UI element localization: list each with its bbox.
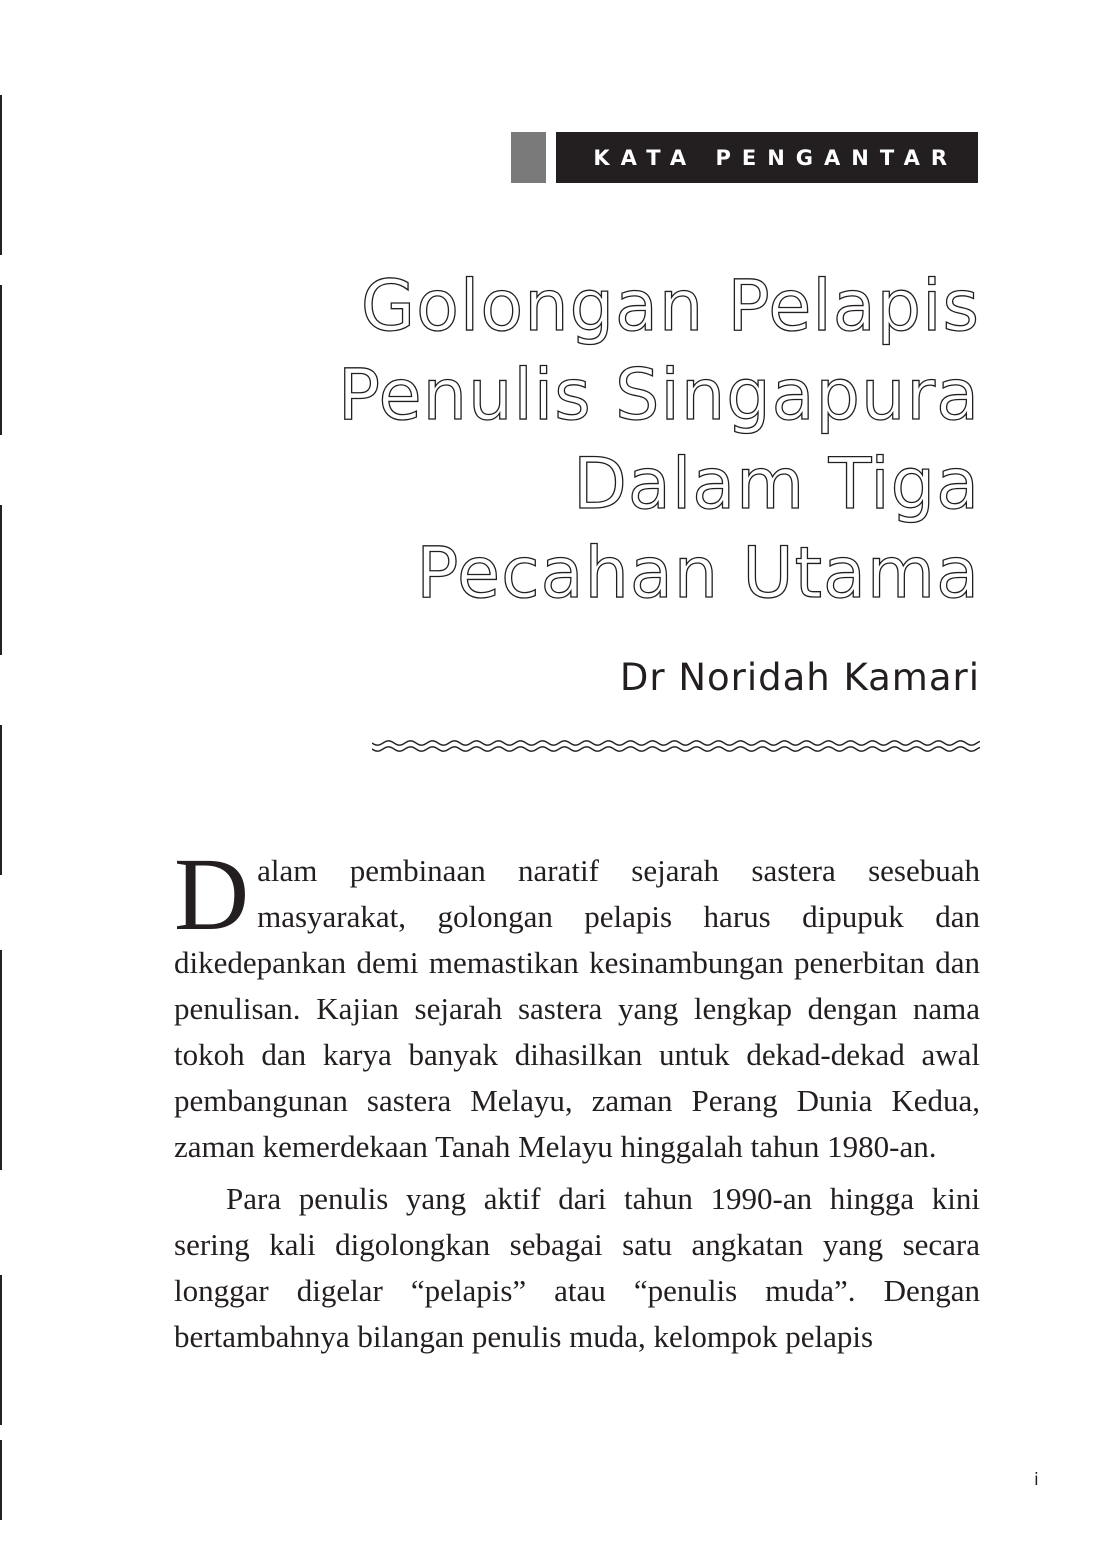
title-line: Pecahan Utama [416,532,980,614]
wave-divider [372,738,980,754]
crop-marks [0,0,4,1542]
drop-cap: D [174,837,250,952]
crop-mark [0,1275,2,1425]
crop-mark [0,95,2,255]
title-line: Golongan Pelapis [360,265,980,347]
body-text [174,837,980,1366]
author-name: Dr Noridah Kamari [619,656,980,699]
crop-mark [0,505,2,655]
crop-mark [0,725,2,875]
chapter-title [280,262,980,618]
section-header [511,132,978,183]
page-number: i [1034,1470,1039,1490]
section-label: KATA PENGANTAR [593,145,958,170]
crop-mark [0,1440,2,1520]
paragraph [174,837,980,1170]
title-line: Penulis Singapura [337,354,980,436]
paragraph-text: alam pembinaan naratif sejarah sastera sesebuah masyarakat, golongan pelapis harus dipupuk dan dikedepankan demi memastikan kesinambungan penerbitan dan penulisan. Kajian sejarah sastera yang lengkap dengan nama tokoh dan karya banyak dihasilkan untuk dekad-dekad awal pembangunan sastera Melayu, zaman Perang Dunia Kedua, zaman kemerdekaan Tanah Melayu hinggalah tahun 1980-an. [174,853,980,1164]
section-label-box [556,132,978,183]
title-line: Dalam Tiga [573,443,980,525]
crop-mark [0,950,2,1170]
section-accent-block [511,132,546,183]
paragraph: Para penulis yang aktif dari tahun 1990-an hingga kini sering kali digolongkan sebagai satu angkatan yang secara longgar digelar “pelapis” atau “penulis muda”. Dengan bertambahnya bilangan penulis muda, kelompok pelapis [174,1181,980,1354]
crop-mark [0,285,2,435]
